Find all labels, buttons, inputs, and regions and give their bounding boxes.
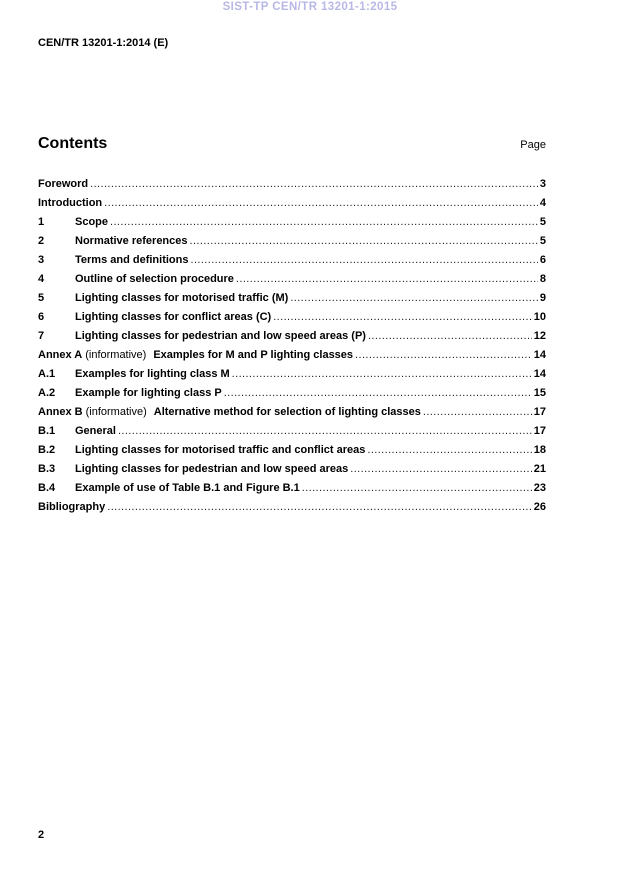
toc-entry-number: 4 bbox=[38, 273, 45, 285]
toc-entry-note: (informative) bbox=[85, 349, 147, 361]
toc-row-a1 bbox=[38, 365, 546, 384]
toc-dot-leader bbox=[273, 308, 532, 327]
toc-entry-label: Example for lighting class P bbox=[75, 387, 222, 399]
toc-entry-label: Outline of selection procedure bbox=[75, 273, 234, 285]
toc-page-number: 26 bbox=[533, 501, 546, 513]
toc-row-foreword bbox=[38, 175, 546, 194]
toc-entry-number: 7 bbox=[38, 330, 45, 342]
toc-dot-leader bbox=[224, 384, 532, 403]
toc-entry-label: Lighting classes for motorised traffic (M) bbox=[75, 292, 289, 304]
toc-page-number: 3 bbox=[539, 178, 546, 190]
toc-entry-label: Lighting classes for motorised traffic and conflict areas bbox=[75, 444, 366, 456]
document-code: CEN/TR 13201-1:2014 (E) bbox=[38, 37, 169, 49]
toc-row-a2 bbox=[38, 384, 546, 403]
toc-entry-number: 2 bbox=[38, 235, 45, 247]
toc-entry-label: Scope bbox=[75, 216, 109, 228]
toc-entry-label: Annex B bbox=[38, 406, 83, 418]
toc-entry-label: Introduction bbox=[38, 197, 103, 209]
toc-page-number: 21 bbox=[533, 463, 546, 475]
toc-page-number: 8 bbox=[539, 273, 546, 285]
toc-entry-number: A.2 bbox=[38, 387, 56, 399]
toc-page-number: 18 bbox=[533, 444, 546, 456]
toc-entry-number: 1 bbox=[38, 216, 45, 228]
toc-row-bibliography bbox=[38, 498, 546, 517]
table-of-contents bbox=[38, 134, 546, 517]
toc-entry-number: B.3 bbox=[38, 463, 56, 475]
toc-page-number: 12 bbox=[533, 330, 546, 342]
toc-entry-label: General bbox=[75, 425, 116, 437]
toc-entry-label: Example of use of Table B.1 and Figure B.1 bbox=[75, 482, 300, 494]
toc-dot-leader bbox=[367, 441, 531, 460]
toc-page-number: 4 bbox=[539, 197, 546, 209]
toc-entry-label: Bibliography bbox=[38, 501, 106, 513]
toc-dot-leader bbox=[104, 194, 538, 213]
toc-entry-label: Terms and definitions bbox=[75, 254, 189, 266]
toc-dot-leader bbox=[423, 403, 532, 422]
toc-row-introduction bbox=[38, 194, 546, 213]
toc-entry-number: 6 bbox=[38, 311, 45, 323]
toc-row-b1 bbox=[38, 422, 546, 441]
toc-dot-leader bbox=[355, 346, 532, 365]
toc-dot-leader bbox=[190, 232, 538, 251]
toc-row-5-motorised-traffic bbox=[38, 289, 546, 308]
toc-page-number: 15 bbox=[533, 387, 546, 399]
toc-entry-note: (informative) bbox=[85, 406, 147, 418]
toc-entry-number: A.1 bbox=[38, 368, 56, 380]
toc-page-number: 14 bbox=[533, 368, 546, 380]
toc-row-b2 bbox=[38, 441, 546, 460]
footer-page-number: 2 bbox=[38, 829, 45, 841]
toc-entry-number: B.1 bbox=[38, 425, 56, 437]
toc-page-number: 17 bbox=[533, 406, 546, 418]
toc-row-4-outline bbox=[38, 270, 546, 289]
toc-row-6-conflict-areas bbox=[38, 308, 546, 327]
toc-entry-label: Annex A bbox=[38, 349, 83, 361]
toc-page-number: 5 bbox=[539, 235, 546, 247]
toc-entry-title: Alternative method for selection of lighting classes bbox=[153, 406, 421, 418]
toc-page-number: 23 bbox=[533, 482, 546, 494]
toc-row-1-scope bbox=[38, 213, 546, 232]
toc-entry-label: Examples for lighting class M bbox=[75, 368, 230, 380]
toc-row-b4 bbox=[38, 479, 546, 498]
toc-dot-leader bbox=[302, 479, 532, 498]
toc-dot-leader bbox=[110, 213, 538, 232]
toc-dot-leader bbox=[90, 175, 538, 194]
toc-entry-label: Lighting classes for pedestrian and low speed areas bbox=[75, 463, 349, 475]
toc-entry-label: Normative references bbox=[75, 235, 188, 247]
toc-header bbox=[38, 134, 546, 154]
page-column-label: Page bbox=[520, 139, 546, 151]
toc-row-3-terms-definitions bbox=[38, 251, 546, 270]
toc-entry-label: Foreword bbox=[38, 178, 89, 190]
toc-page-number: 14 bbox=[533, 349, 546, 361]
toc-page-number: 9 bbox=[539, 292, 546, 304]
toc-entry-number: B.2 bbox=[38, 444, 56, 456]
toc-entry-number: 3 bbox=[38, 254, 45, 266]
toc-entry-label: Lighting classes for pedestrian and low speed areas (P) bbox=[75, 330, 366, 342]
toc-dot-leader bbox=[236, 270, 538, 289]
toc-row-7-pedestrian-areas bbox=[38, 327, 546, 346]
toc-row-b3 bbox=[38, 460, 546, 479]
toc-dot-leader bbox=[190, 251, 537, 270]
toc-page-number: 10 bbox=[533, 311, 546, 323]
toc-dot-leader bbox=[107, 498, 532, 517]
toc-page-number: 6 bbox=[539, 254, 546, 266]
toc-dot-leader bbox=[350, 460, 532, 479]
contents-title: Contents bbox=[38, 135, 108, 152]
toc-dot-leader bbox=[290, 289, 538, 308]
toc-dot-leader bbox=[232, 365, 532, 384]
toc-entry-title: Examples for M and P lighting classes bbox=[153, 349, 354, 361]
toc-dot-leader bbox=[118, 422, 532, 441]
toc-page-number: 5 bbox=[539, 216, 546, 228]
toc-entry-number: B.4 bbox=[38, 482, 56, 494]
watermark-text: SIST-TP CEN/TR 13201-1:2015 bbox=[222, 1, 398, 13]
toc-dot-leader bbox=[368, 327, 532, 346]
toc-row-annex-a bbox=[38, 346, 546, 365]
toc-entry-label: Lighting classes for conflict areas (C) bbox=[75, 311, 272, 323]
toc-row-2-normative-references bbox=[38, 232, 546, 251]
toc-entry-number: 5 bbox=[38, 292, 45, 304]
toc-row-annex-b bbox=[38, 403, 546, 422]
toc-page-number: 17 bbox=[533, 425, 546, 437]
